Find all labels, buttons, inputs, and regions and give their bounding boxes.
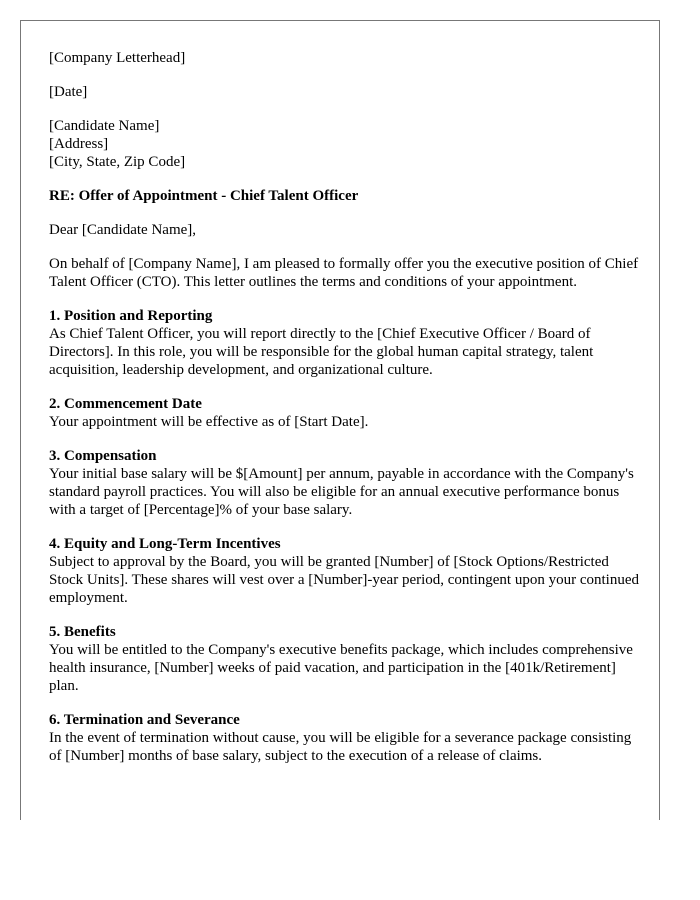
section-body: Your appointment will be effective as of [Start Date].: [49, 414, 369, 430]
section-title: 1. Position and Reporting: [49, 308, 213, 324]
section-body: Subject to approval by the Board, you will be granted [Number] of [Stock Options/Restricted Stock Units]. These shares will vest over a [Number]-year period, contingent upon your continued employment.: [49, 554, 639, 606]
subject-line: RE: Offer of Appointment - Chief Talent Officer: [49, 188, 359, 204]
section-commencement-date: [49, 395, 641, 431]
recipient-block: [49, 117, 641, 171]
section-body: You will be entitled to the Company's executive benefits package, which includes comprehensive health insurance, [Number] weeks of paid vacation, and participation in the [401k/Retirement] plan.: [49, 642, 633, 694]
section-position-reporting: [49, 307, 641, 379]
recipient-name: [Candidate Name]: [49, 118, 160, 134]
letter-date: [Date]: [49, 84, 88, 100]
section-compensation: [49, 447, 641, 519]
salutation: Dear [Candidate Name],: [49, 222, 197, 238]
letter-content: [49, 49, 641, 765]
intro-paragraph: On behalf of [Company Name], I am pleased to formally offer you the executive position of Chief Talent Officer (CTO). This letter outlines the terms and conditions of your appointment.: [49, 256, 639, 290]
company-letterhead: [Company Letterhead]: [49, 50, 186, 66]
section-benefits: [49, 623, 641, 695]
section-termination-severance: [49, 711, 641, 765]
section-body: As Chief Talent Officer, you will report directly to the [Chief Executive Officer / Board of Directors]. In this role, you will be responsible for the global human capital strategy, talent acquisition, leadership development, and organizational culture.: [49, 326, 594, 378]
section-equity-incentives: [49, 535, 641, 607]
section-title: 5. Benefits: [49, 624, 116, 640]
section-title: 6. Termination and Severance: [49, 712, 240, 728]
letter-page: [20, 20, 660, 820]
section-title: 2. Commencement Date: [49, 396, 202, 412]
recipient-city-state-zip: [City, State, Zip Code]: [49, 154, 186, 170]
recipient-address: [Address]: [49, 136, 109, 152]
section-body: Your initial base salary will be $[Amount] per annum, payable in accordance with the Company's standard payroll practices. You will also be eligible for an annual executive performance bonus with a target of [Percentage]% of your base salary.: [49, 466, 634, 518]
section-body: In the event of termination without cause, you will be eligible for a severance package consisting of [Number] months of base salary, subject to the execution of a release of claims.: [49, 730, 632, 764]
section-title: 3. Compensation: [49, 448, 157, 464]
section-title: 4. Equity and Long-Term Incentives: [49, 536, 281, 552]
